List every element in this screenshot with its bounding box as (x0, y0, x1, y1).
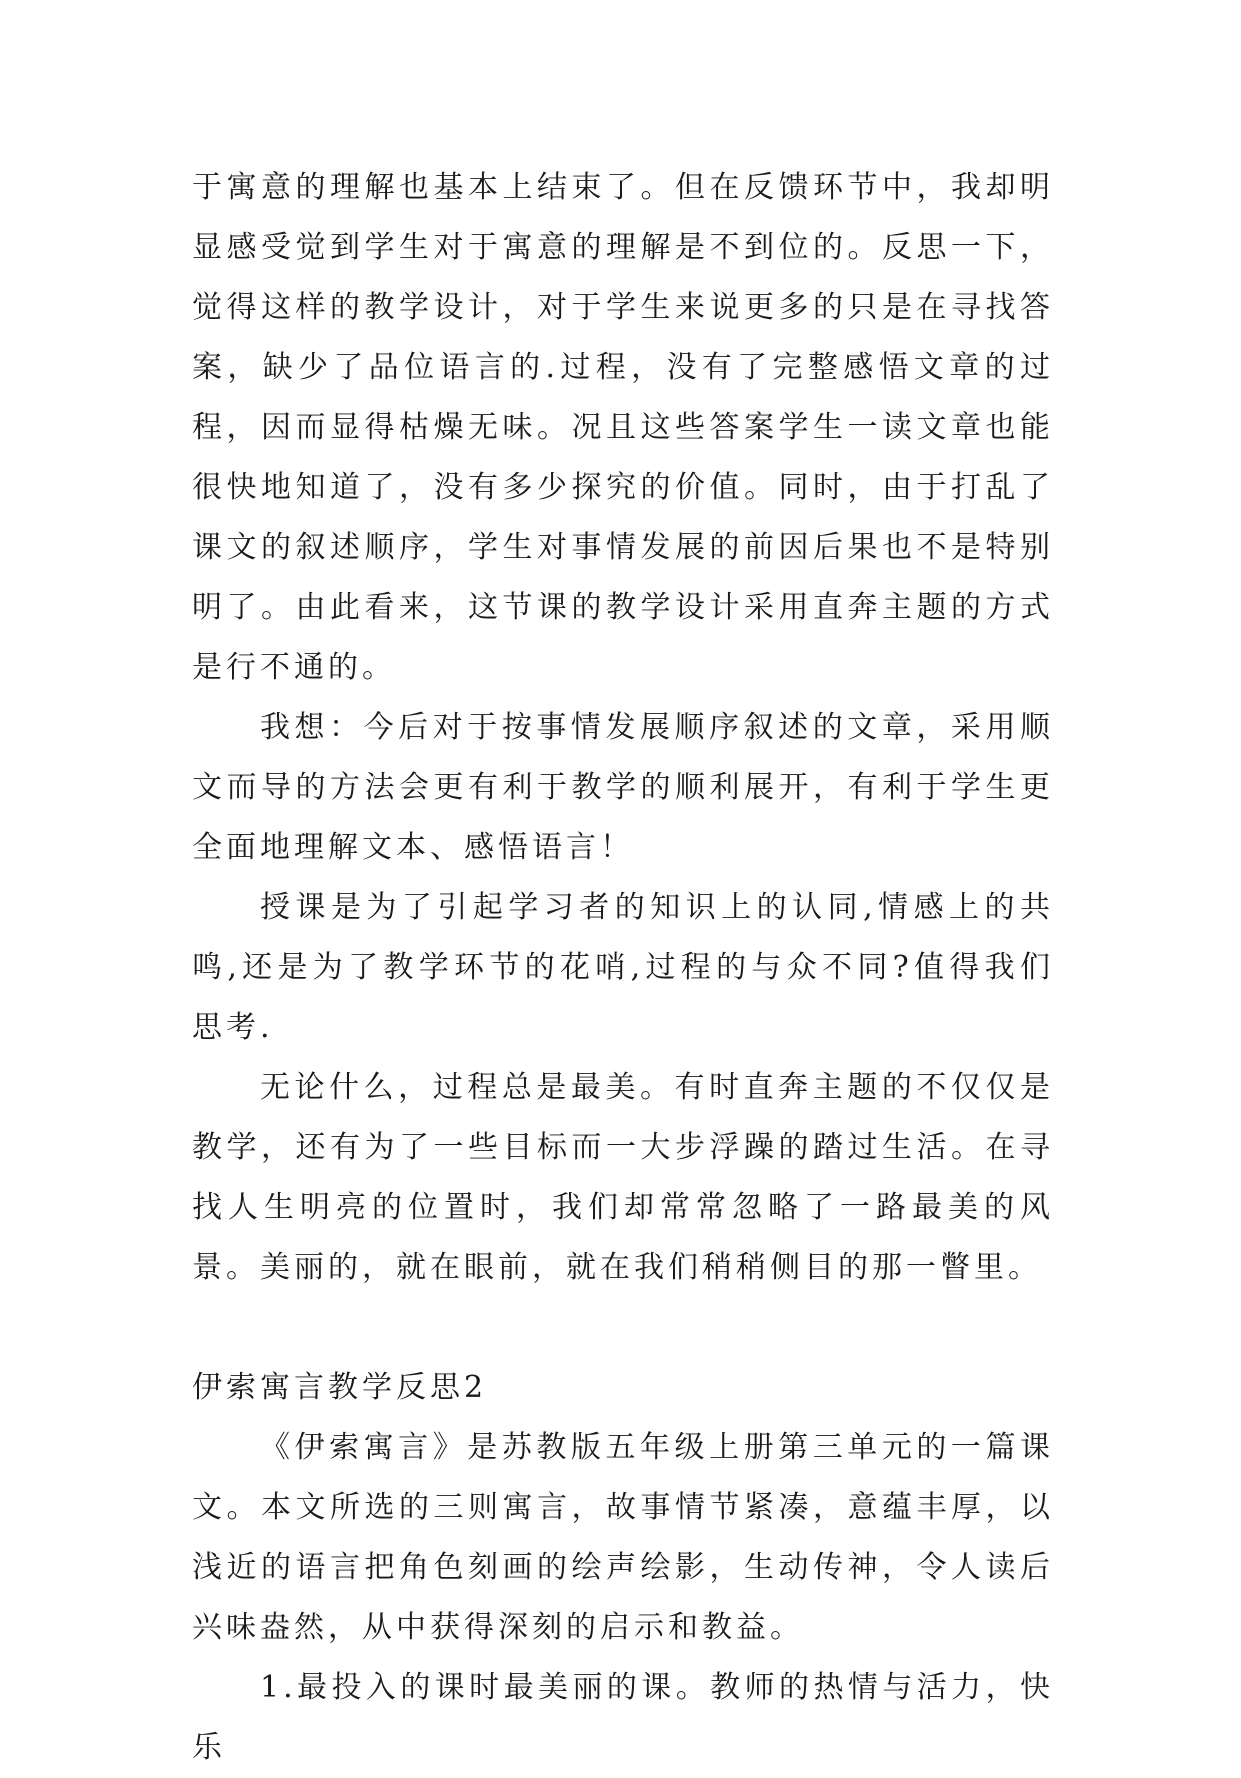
paragraph-continuation: 于寓意的理解也基本上结束了。但在反馈环节中，我却明显感受觉到学生对于寓意的理解是不到位的。反思一下，觉得这样的教学设计，对于学生来说更多的只是在寻找答案，缺少了品位语言的.过程，没有了完整感悟文章的过程，因而显得枯燥无味。况且这些答案学生一读文章也能很快地知道了，没有多少探究的价值。同时，由于打乱了课文的叙述顺序，学生对事情发展的前因后果也不是特别明了。由此看来，这节课的教学设计采用直奔主题的方式是行不通的。 (192, 170, 1054, 685)
section-heading: 伊索寓言教学反思2 (192, 1370, 488, 1405)
paragraph-teaching-purpose: 授课是为了引起学习者的知识上的认同,情感上的共鸣,还是为了教学环节的花哨,过程的与众不同?值得我们思考. (192, 890, 1054, 1045)
document-body (192, 158, 1054, 1778)
paragraph-aesop-intro: 《伊索寓言》是苏教版五年级上册第三单元的一篇课文。本文所选的三则寓言，故事情节紧凑，意蕴丰厚，以浅近的语言把角色刻画的绘声绘影，生动传神，令人读后兴味盎然，从中获得深刻的启示和教益。 (192, 1430, 1054, 1645)
paragraph-reflection-method: 我想：今后对于按事情发展顺序叙述的文章，采用顺文而导的方法会更有利于教学的顺利展开，有利于学生更全面地理解文本、感悟语言！ (192, 710, 1054, 865)
paragraph-point-one: 1.最投入的课时最美丽的课。教师的热情与活力，快乐 (192, 1670, 1054, 1765)
paragraph-process-beauty: 无论什么，过程总是最美。有时直奔主题的不仅仅是教学，还有为了一些目标而一大步浮躁的踏过生活。在寻找人生明亮的位置时，我们却常常忽略了一路最美的风景。美丽的，就在眼前，就在我们稍稍侧目的那一瞥里。 (192, 1070, 1054, 1285)
